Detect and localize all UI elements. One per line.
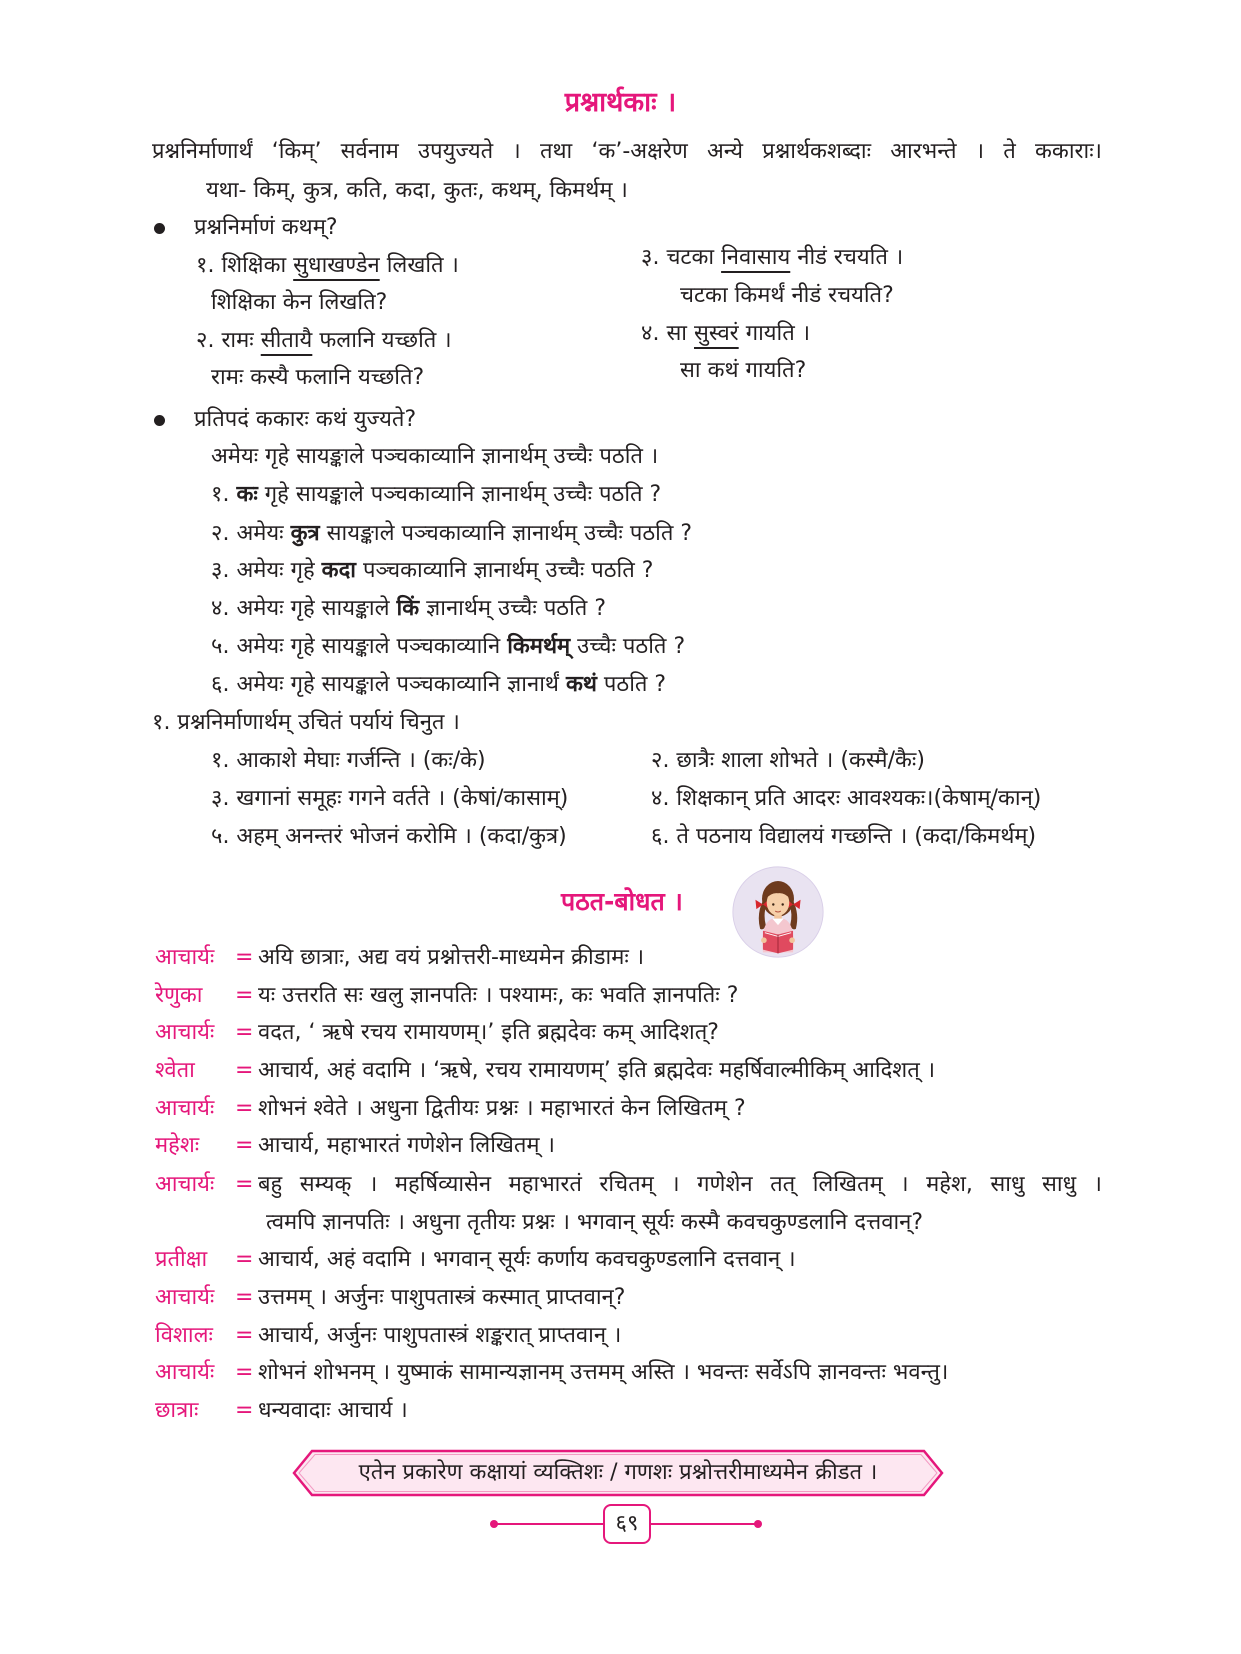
example-key-word: सीतायै [260,328,313,353]
dialogue-line [155,1393,1118,1429]
example-sentence [196,323,626,359]
item-rest: पञ्चकाव्यानि ज्ञानार्थम् उच्चैः पठति ? [362,558,654,583]
speaker-name: आचार्यः [155,1096,215,1121]
section-heading-ka-words: प्रतिपदं ककारः कथं युज्यते? [194,407,417,432]
equals-sign: = [235,1285,254,1310]
dialogue-text: अयि छात्राः, अद्य वयं प्रश्नोत्तरी-माध्यमेन क्रीडामः । [258,945,645,970]
question-word: किं [396,596,420,621]
exercise-item: ६. ते पठनाय विद्यालयं गच्छन्ति । (कदा/किमर्थम्) [651,824,1037,849]
item-rest: उच्चैः पठति ? [577,634,686,659]
item-rest: गृहे सायङ्काले पञ्चकाव्यानि ज्ञानार्थम् उच्चैः पठति ? [264,482,662,507]
equals-sign: = [235,1323,254,1348]
section-heading-how-to-ask: प्रश्ननिर्माणं कथम्? [194,215,338,240]
example-key-word: निवासाय [721,245,791,270]
speaker-name: आचार्यः [155,1020,215,1045]
dialogue-line [155,1242,1118,1278]
item-number: ६. [211,672,230,697]
example-subject: शिक्षिका [221,253,287,278]
equals-sign: = [235,1360,254,1385]
example-number: ४. [641,321,660,346]
question-word: किमर्थम् [507,634,571,659]
example-question: रामः कस्यै फलानि यच्छति? [211,365,425,390]
dialogue-text: आचार्य, महाभारतं गणेशेन लिखितम् । [258,1133,555,1158]
dialogue-line [155,1318,1118,1354]
dialogue-continuation: त्वमपि ज्ञानपतिः । अधुना तृतीयः प्रश्नः । भगवान् सूर्यः कस्मै कवचकुण्डलानि दत्तवान्? [266,1210,924,1235]
equals-sign: = [235,983,254,1008]
example-question: सा कथं गायति? [680,358,807,383]
example-sentence [641,316,1111,352]
example-subject: चटका [666,245,715,270]
equals-sign: = [235,1096,254,1121]
exercise-item: ३. खगानां समूहः गगने वर्तते । (केषां/कासाम्) [211,786,569,811]
dialogue-line [155,1355,1118,1391]
page-number: ६९ [603,1504,651,1544]
speaker-name: रेणुका [155,983,203,1008]
dialogue-line [155,1128,1118,1164]
question-word: कथं [565,672,597,697]
question-item [211,477,1111,513]
speaker-name: आचार्यः [155,1172,215,1197]
exercise-item: ५. अहम् अनन्तरं भोजनं करोमि । (कदा/कुत्र) [211,824,567,849]
question-item [211,591,1111,627]
dialogue-text: उत्तमम् । अर्जुनः पाशुपतास्त्रं कस्मात् प्राप्तवान्? [258,1285,626,1310]
speaker-name: छात्राः [155,1398,199,1423]
question-item [211,629,1111,665]
equals-sign: = [235,1020,254,1045]
rule-dot-right [754,1520,762,1528]
equals-sign: = [235,1058,254,1083]
base-sentence: अमेयः गृहे सायङ्काले पञ्चकाव्यानि ज्ञानार्थम् उच्चैः पठति । [211,444,659,469]
rule-dot-left [490,1520,498,1528]
equals-sign: = [235,945,254,970]
item-rest: सायङ्काले पञ्चकाव्यानि ज्ञानार्थम् उच्चैः पठति ? [326,521,693,546]
exercise-heading: १. प्रश्ननिर्माणार्थम् उचितं पर्यायं चिनुत । [152,710,460,735]
example-number: १. [196,253,215,278]
dialogue-line [155,1091,1118,1127]
question-item [211,667,1111,703]
item-start: अमेयः गृहे [236,558,315,583]
dialogue-text: धन्यवादाः आचार्य । [258,1398,408,1423]
example-number: २. [196,328,215,353]
dialogue-line [155,1280,1118,1316]
dialogue-line [155,978,1118,1014]
dialogue-line [155,1015,1118,1051]
equals-sign: = [235,1247,254,1272]
item-number: १. [211,482,230,507]
exercise-item: १. आकाशे मेघाः गर्जन्ति । (कः/के) [211,748,486,773]
example-rest: नीडं रचयति । [797,245,904,270]
question-item [211,516,1111,552]
question-word: कः [236,482,258,507]
speaker-name: प्रतीक्षा [155,1247,208,1272]
dialogue-text: वदत, ‘ ऋषे रचय रामायणम्।’ इति ब्रह्मदेवः कम् आदिशत्? [258,1020,719,1045]
item-start: अमेयः गृहे सायङ्काले पञ्चकाव्यानि ज्ञानार्थं [236,672,559,697]
item-number: २. [211,521,230,546]
item-start: अमेयः गृहे सायङ्काले पञ्चकाव्यानि [236,634,501,659]
example-rest: लिखति । [386,253,459,278]
example-question: शिक्षिका केन लिखति? [211,290,388,315]
speaker-name: आचार्यः [155,1285,215,1310]
item-rest: ज्ञानार्थम् उच्चैः पठति ? [426,596,606,621]
item-number: ५. [211,634,230,659]
example-sentence [196,248,626,284]
exercise-item: ४. शिक्षकान् प्रति आदरः आवश्यकः।(केषाम्/कान्) [651,786,1042,811]
dialogue-line [155,1053,1118,1089]
dialogue-line [155,1167,1118,1203]
example-subject: रामः [221,328,254,353]
dialogue-text: शोभनं शोभनम् । युष्माकं सामान्यज्ञानम् उत्तमम् अस्ति । भवन्तः सर्वेऽपि ज्ञानवन्तः भवन्तु। [258,1360,949,1385]
dialogue-text: बहु सम्यक् । महर्षिव्यासेन महाभारतं रचितम् । गणेशेन तत् लिखितम् । महेश, साधु साधु । [258,1172,1102,1197]
dialogue-text: यः उत्तरति सः खलु ज्ञानपतिः । पश्यामः, कः भवति ज्ञानपतिः ? [258,983,739,1008]
dialogue-text: आचार्य, अहं वदामि । ‘ऋषे, रचय रामायणम्’ इति ब्रह्मदेवः महर्षिवाल्मीकिम् आदिशत् । [258,1058,936,1083]
dialogue-text: आचार्य, अहं वदामि । भगवान् सूर्यः कर्णाय कवचकुण्डलानि दत्तवान् । [258,1247,796,1272]
speaker-name: आचार्यः [155,1360,215,1385]
question-item [211,553,1111,589]
example-sentence [641,240,1111,276]
example-key-word: सुधाखण्डेन [293,253,380,278]
question-word: कदा [321,558,356,583]
item-start: अमेयः [236,521,284,546]
example-question: चटका किमर्थं नीडं रचयति? [680,283,894,308]
example-rest: फलानि यच्छति । [319,328,452,353]
dialogue-title: पठत-बोधत । [561,887,683,916]
speaker-name: महेशः [155,1133,200,1158]
item-rest: पठति ? [603,672,667,697]
dialogue-line [155,940,1118,976]
example-number: ३. [641,245,660,270]
exercise-item: २. छात्रैः शाला शोभते । (कस्मै/कैः) [651,748,925,773]
question-word: कुत्र [290,521,320,546]
bullet-icon [154,415,165,426]
intro-paragraph: प्रश्ननिर्माणार्थं ‘किम्’ सर्वनाम उपयुज्यते । तथा ‘क’-अक्षरेण अन्ये प्रश्नार्थकशब्दाः आरभन्ते । ते ककाराः। [152,139,1102,164]
instruction-banner-text: एतेन प्रकारेण कक्षायां व्यक्तिशः / गणशः प्रश्नोत्तरीमाध्यमेन क्रीडत । [358,1460,878,1485]
equals-sign: = [235,1398,254,1423]
bullet-icon [154,223,165,234]
dialogue-text: आचार्य, अर्जुनः पाशुपतास्त्रं शङ्करात् प्राप्तवान् । [258,1323,622,1348]
dialogue-text: शोभनं श्वेते । अधुना द्वितीयः प्रश्नः । महाभारतं केन लिखितम् ? [258,1096,746,1121]
speaker-name: श्वेता [155,1058,195,1083]
example-rest: गायति । [745,321,811,346]
speaker-name: विशालः [155,1323,213,1348]
item-number: ३. [211,558,230,583]
speaker-name: आचार्यः [155,945,215,970]
example-key-word: सुस्वरं [694,321,739,346]
example-subject: सा [666,321,688,346]
item-start: अमेयः गृहे सायङ्काले [236,596,390,621]
intro-examples: यथा- किम्, कुत्र, कति, कदा, कुतः, कथम्, किमर्थम् । [206,178,628,203]
item-number: ४. [211,596,230,621]
equals-sign: = [235,1172,254,1197]
equals-sign: = [235,1133,254,1158]
page-title: प्रश्नार्थकाः । [564,87,677,118]
